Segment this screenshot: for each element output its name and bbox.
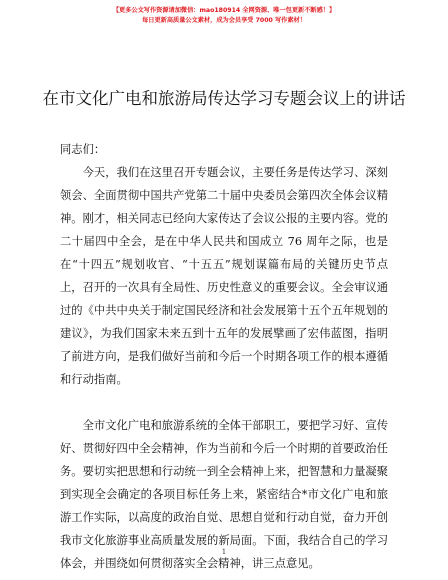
document-body [60,138,388,575]
paragraph-gap [60,391,388,414]
header-banner [0,6,448,26]
document-title: 在市文化广电和旅游局传达学习专题会议上的讲话 [42,89,406,108]
page-number: 1 [221,548,227,556]
body-paragraph-2: 全市文化广电和旅游系统的全体干部职工，要把学习好、宣传好、贯彻好四中全会精神，作为当前和今后一个时期的首要政治任务。要切实把思想和行动统一到全会精神上来，把智慧和力量凝聚到实现全会确定的各项目标任务上来，紧密结合*市文化广电和旅游工作实际，以高度的政治自觉、思想自觉和行动自觉，奋力开创我市文化旅游事业高质量发展的新局面。下面，我结合自己的学习体会，并围绕如何贯彻落实全会精神，讲三点意见。 [60,419,388,570]
promo-banner-line-1: 【更多公文写作资源请加微信：mao180914 全网资源、唯一包更新不断感！】 [112,7,336,14]
body-paragraph-1: 今天，我们在这里召开专题会议，主要任务是传达学习、深刻领会、全面贯彻中国共产党第二十届中央委员会第四次全体会议精神。刚才，相关同志已经向大家传达了会议公报的主要内容。党的二十届四中全会，是在中华人民共和国成立 76 周年之际，也是在“十四五”规划收官、“十五五”规划谋篇布局的关键历史节点上，召开的一次具有全局性、历史性意义的重要会议。全会审议通过的《中共中央关于制定国民经济和社会发展第十五个五年规划的建议》，为我们国家未来五到十五年的发展擘画了宏伟蓝图，指明了前进方向，是我们做好当前和今后一个时期各项工作的根本遵循和行动指南。 [60,166,388,386]
promo-banner-line-2: 每日更新高质量公文素材，成为会员享受 7000 写作素材！ [142,17,306,24]
salutation: 同志们： [60,143,106,156]
